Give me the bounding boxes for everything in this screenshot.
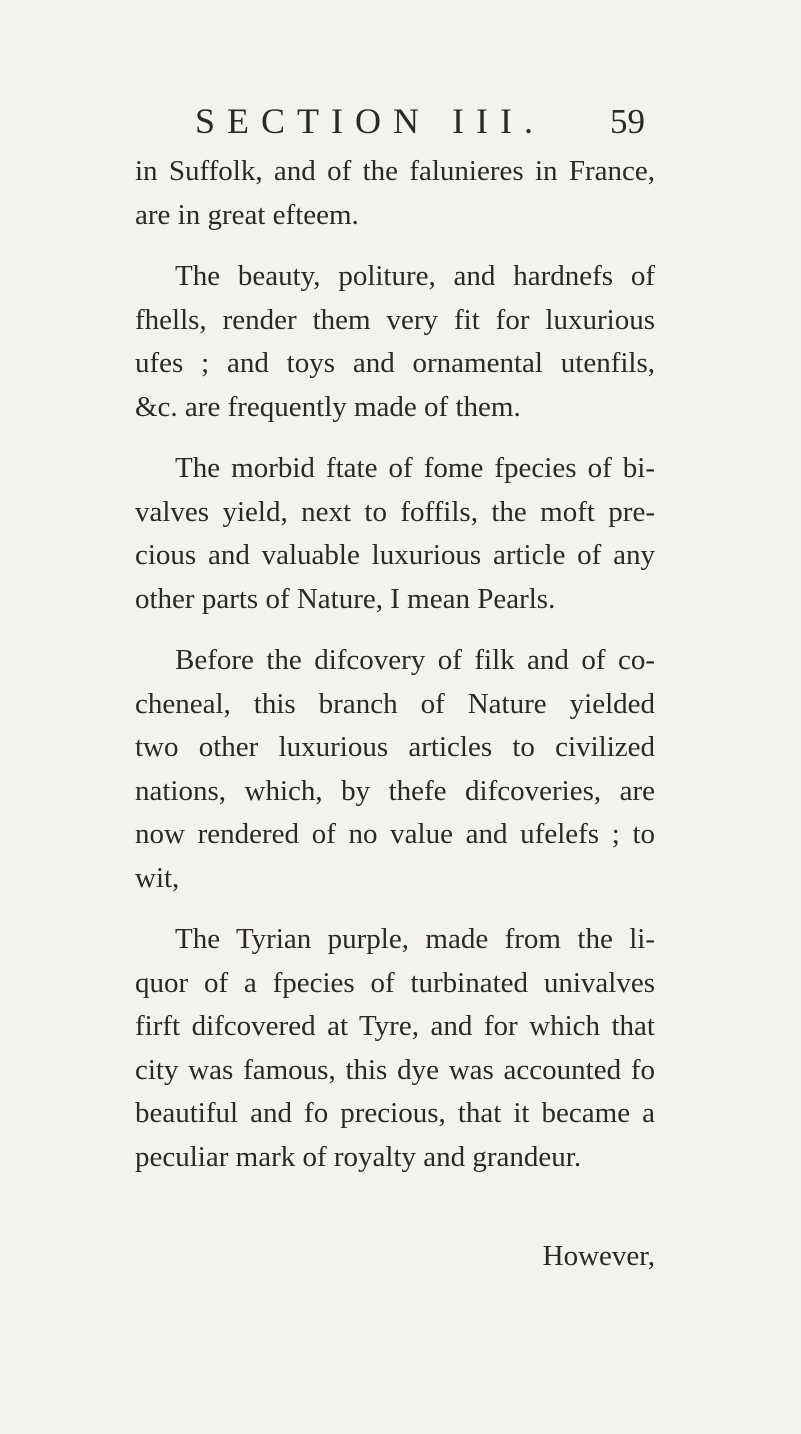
text-line: city was famous, this dye was accounted fo xyxy=(135,1053,655,1086)
text-line: nations, which, by thefe difcoveries, are xyxy=(135,774,655,807)
text-line: &c. are frequently made of them. xyxy=(135,390,521,423)
text-line: two other luxurious articles to civilized xyxy=(135,731,655,763)
text-line: beautiful and fo precious, that it became a xyxy=(135,1097,655,1129)
running-header xyxy=(195,100,645,150)
text-line: cious and valuable luxurious article of any xyxy=(135,539,655,571)
text-line: ufes ; and toys and ornamental utenfils, xyxy=(135,347,655,379)
section-title: SECTION III. xyxy=(195,101,545,141)
text-line: Before the difcovery of filk and of co- xyxy=(175,644,655,676)
body-text xyxy=(135,150,655,1179)
paragraph xyxy=(135,918,655,1179)
text-line: valves yield, next to foffils, the moft pre- xyxy=(135,495,655,528)
text-line: The beauty, politure, and hardnefs of xyxy=(175,260,655,292)
text-line: now rendered of no value and ufelefs ; to xyxy=(135,818,655,850)
paragraph xyxy=(135,447,655,621)
paragraph xyxy=(135,639,655,900)
text-line: in Suffolk, and of the falunieres in France, xyxy=(135,155,655,187)
text-line: The morbid ftate of fome fpecies of bi- xyxy=(175,452,655,484)
text-line: firft difcovered at Tyre, and for which that xyxy=(135,1010,655,1042)
text-line: fhells, render them very fit for luxurious xyxy=(135,303,655,336)
text-line: wit, xyxy=(135,861,180,894)
paragraph xyxy=(135,150,655,237)
catchword: However, xyxy=(542,1240,655,1272)
text-line: quor of a fpecies of turbinated univalves xyxy=(135,966,655,999)
text-line: are in great efteem. xyxy=(135,198,359,231)
paragraph xyxy=(135,255,655,429)
page-number: 59 xyxy=(610,102,645,141)
text-line: peculiar mark of royalty and grandeur. xyxy=(135,1140,582,1173)
text-line: other parts of Nature, I mean Pearls. xyxy=(135,582,556,615)
text-line: The Tyrian purple, made from the li- xyxy=(175,923,655,955)
text-line: cheneal, this branch of Nature yielded xyxy=(135,687,655,720)
